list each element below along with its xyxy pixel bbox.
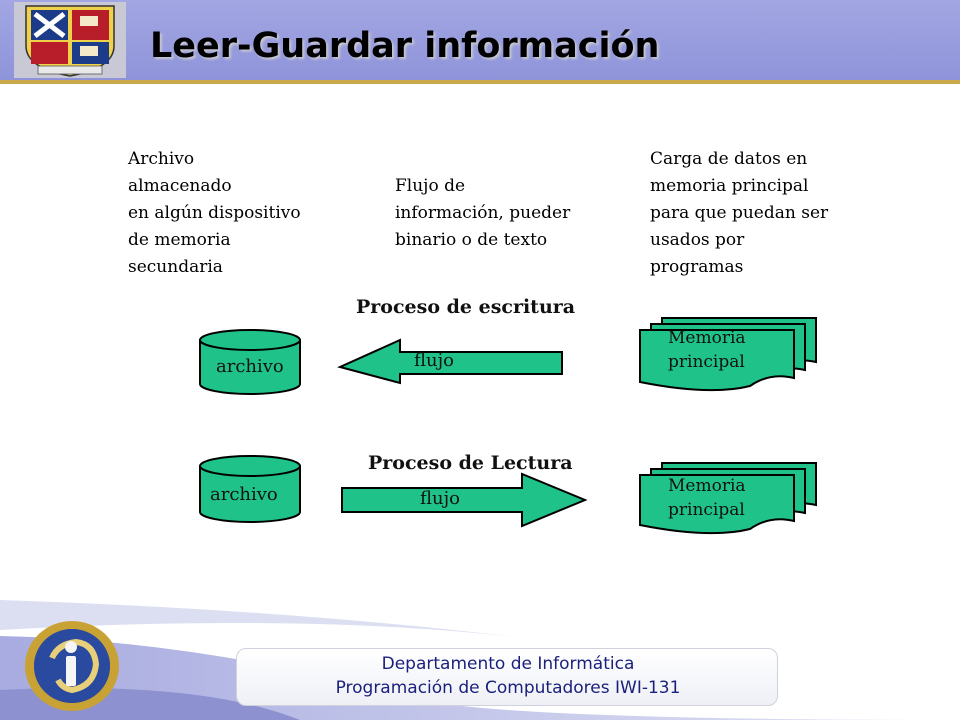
slide-title: Leer-Guardar información <box>150 26 660 66</box>
department-logo-icon <box>22 616 122 716</box>
read-process-title: Proceso de Lectura <box>368 452 573 474</box>
footer-department: Departamento de Informática <box>381 654 635 674</box>
read-arrow-label: flujo <box>420 488 461 509</box>
write-arrow-label: flujo <box>414 350 455 371</box>
write-memory-label: Memoria principal <box>668 328 746 372</box>
read-memory-label: Memoria principal <box>668 476 746 520</box>
write-file-label: archivo <box>216 356 284 377</box>
archivo-description: Archivo almacenado en algún dispositivo de memoria secundaria <box>128 149 301 277</box>
footer-course: Programación de Computadores IWI-131 <box>335 678 681 698</box>
read-file-label: archivo <box>210 484 278 505</box>
write-process-title: Proceso de escritura <box>356 296 576 318</box>
carga-description: Carga de datos en memoria principal para que puedan ser usados por programas <box>650 149 829 277</box>
flujo-description: Flujo de información, pueder binario o de texto <box>395 176 571 250</box>
